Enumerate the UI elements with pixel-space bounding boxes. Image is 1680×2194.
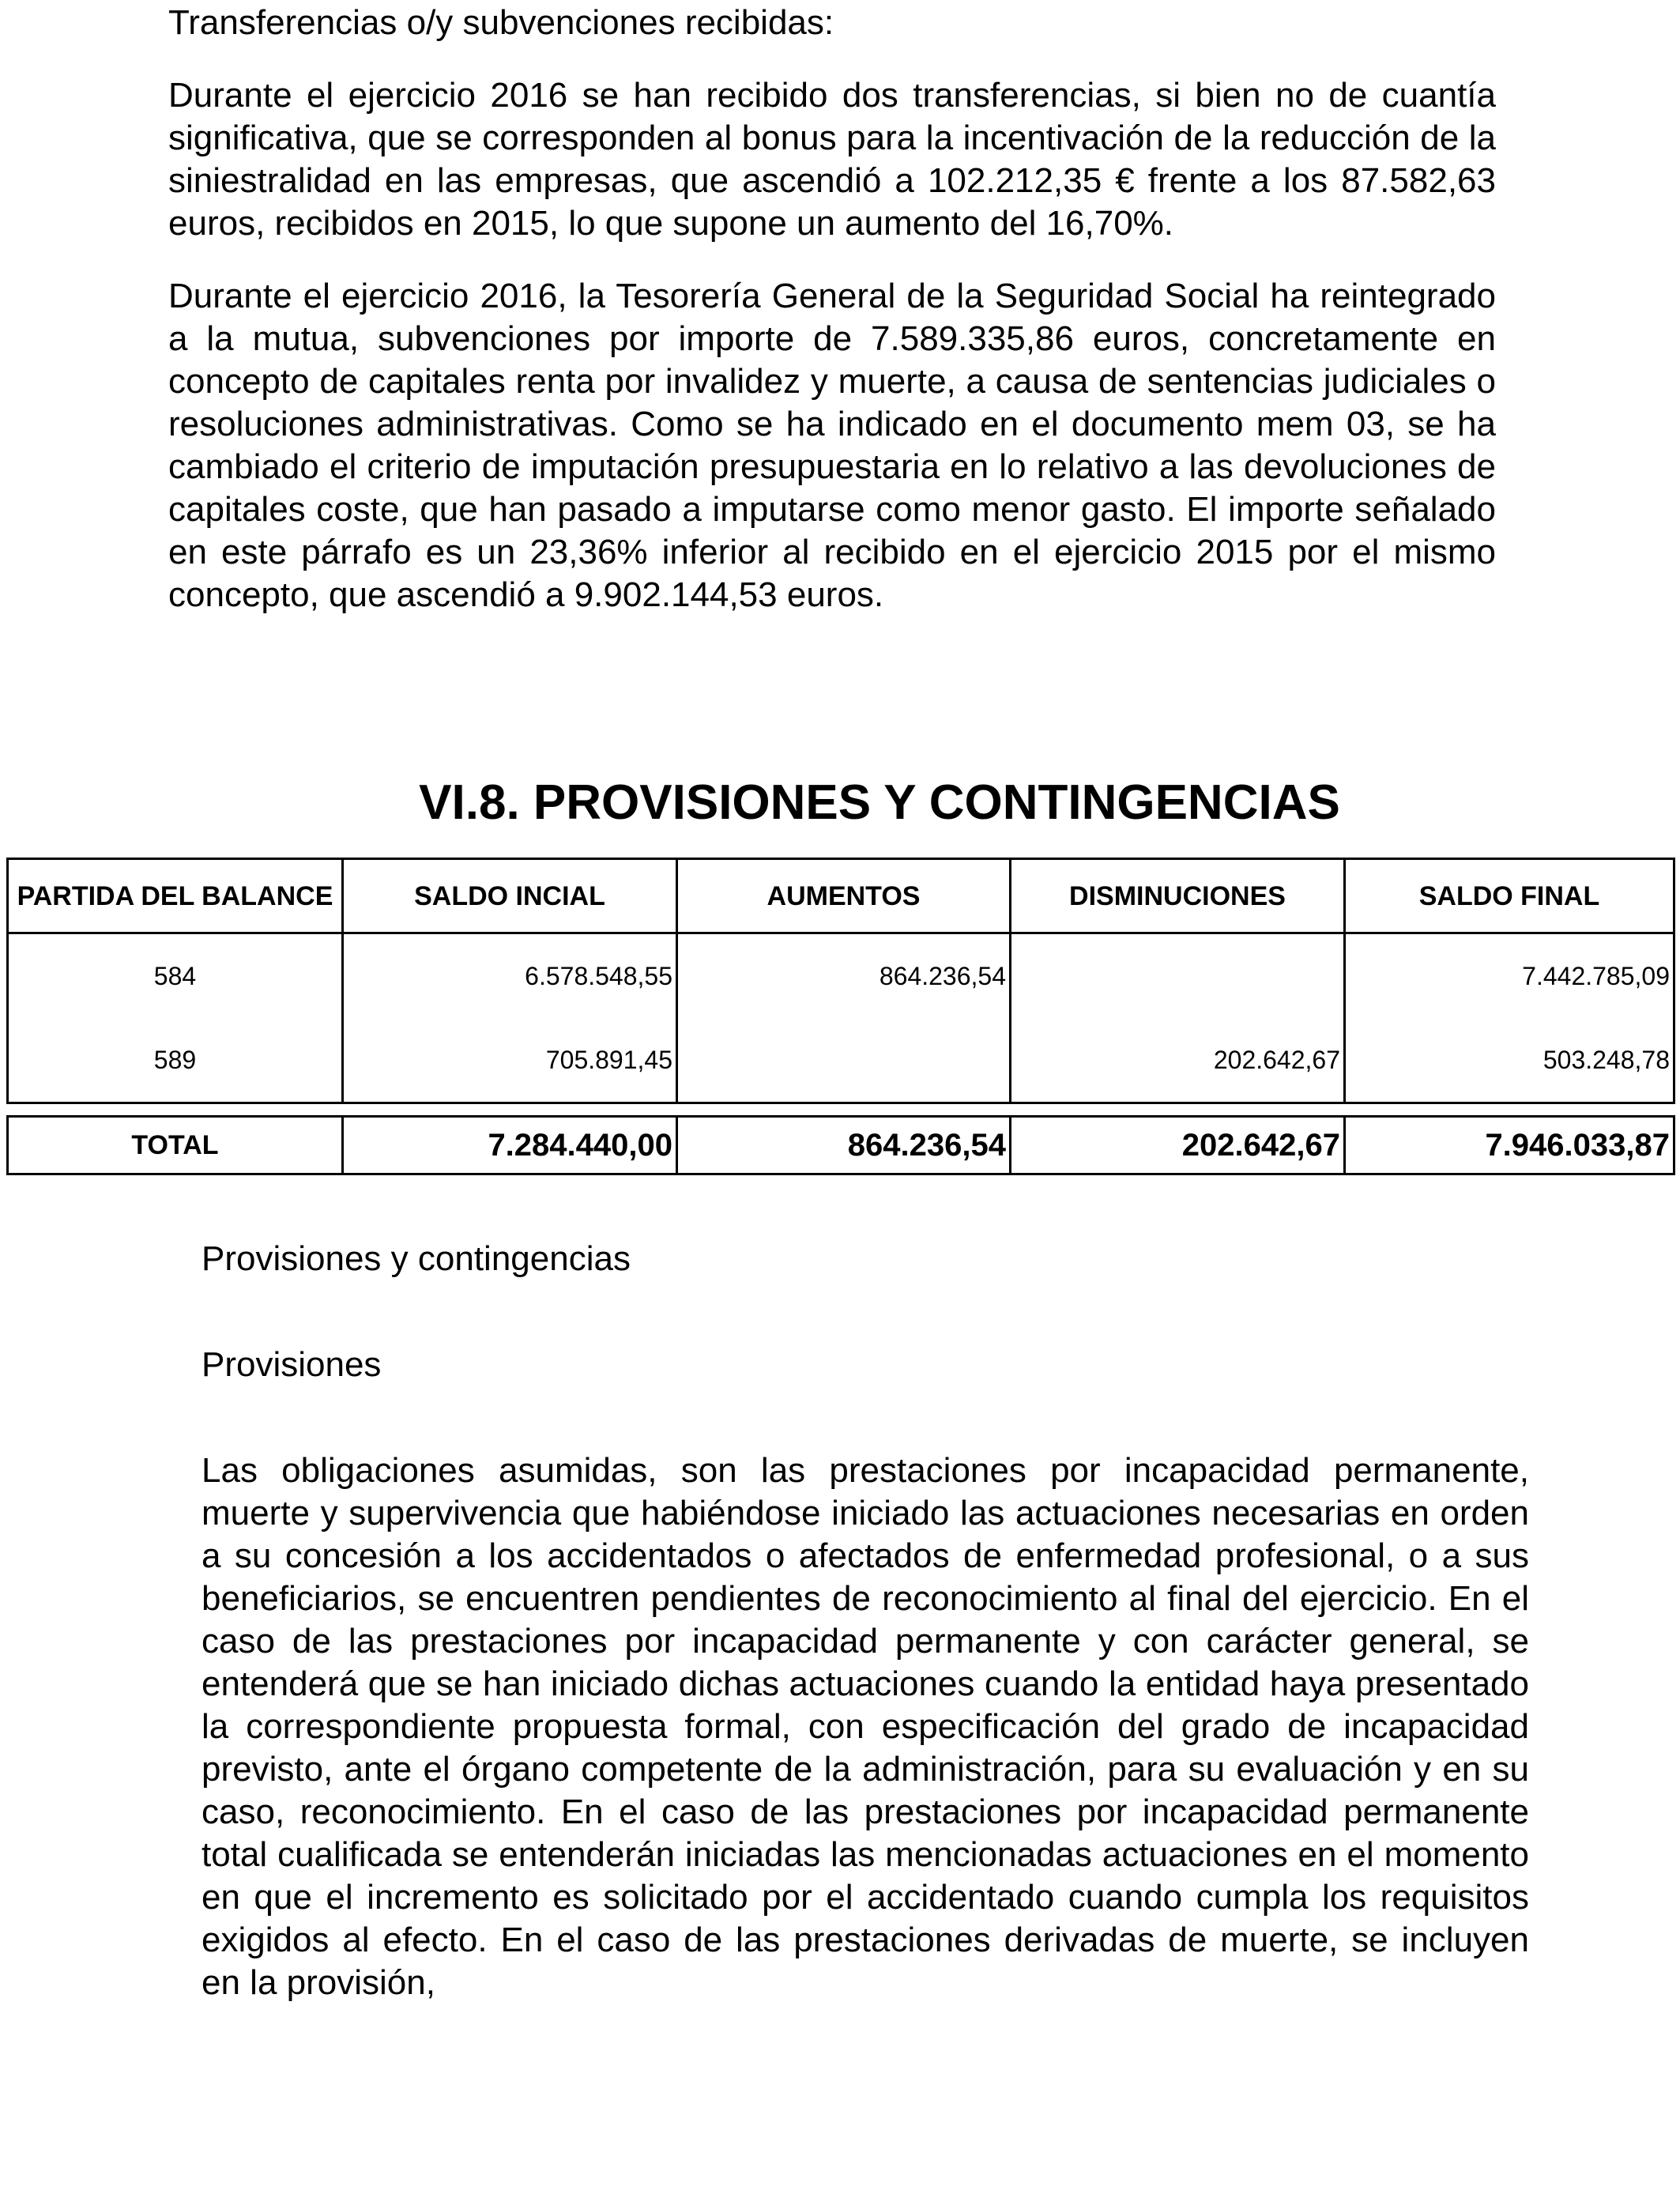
provisions-section bbox=[202, 1238, 1529, 2004]
total-aumentos: 864.236,54 bbox=[677, 1117, 1011, 1174]
cell-partida: 589 bbox=[8, 1018, 343, 1103]
table-row bbox=[8, 1018, 1674, 1103]
transfers-heading: Transferencias o/y subvenciones recibidas: bbox=[168, 3, 834, 42]
totals-table bbox=[6, 1115, 1675, 1175]
transfers-paragraph-1: Durante el ejercicio 2016 se han recibido dos transferencias, si bien no de cuantía significativa, que se corresponden al bonus para la incentivación de la reducción de la siniestralidad en las empresas, que ascendió a 102.212,35 € frente a los 87.582,63 euros, recibidos en 2015, lo que supone un aumento del 16,70%. bbox=[168, 76, 1496, 243]
transfers-paragraph-2: Durante el ejercicio 2016, la Tesorería General de la Seguridad Social ha reintegrado a la mutua, subvenciones por importe de 7.589.335,86 euros, concretamente en concepto de capitales renta por invalidez y muerte, a causa de sentencias judiciales o resoluciones administrativas. Como se ha indicado en el documento mem 03, se ha cambiado el criterio de imputación presupuestaria en lo relativo a las devoluciones de capitales coste, que han pasado a imputarse como menor gasto. El importe señalado en este párrafo es un 23,36% inferior al recibido en el ejercicio 2015 por el mismo concepto, que ascendió a 9.902.144,53 euros. bbox=[168, 277, 1496, 614]
provisions-heading: Provisiones y contingencias bbox=[202, 1239, 631, 1278]
cell-aumentos: 864.236,54 bbox=[677, 933, 1011, 1019]
table-header-row bbox=[8, 859, 1674, 933]
cell-disminuciones: 202.642,67 bbox=[1011, 1018, 1345, 1103]
header-saldo-final: SALDO FINAL bbox=[1345, 859, 1674, 933]
total-saldo-final: 7.946.033,87 bbox=[1345, 1117, 1674, 1174]
provisions-subheading: Provisiones bbox=[202, 1345, 382, 1384]
cell-saldo-final: 7.442.785,09 bbox=[1345, 933, 1674, 1019]
provisions-paragraph: Las obligaciones asumidas, son las prestaciones por incapacidad permanente, muerte y supervivencia que habiéndose iniciado las actuaciones necesarias en orden a su concesión a los accidentados o afectados de enfermedad profesional, o a sus beneficiarios, se encuentren pendientes de reconocimiento al final del ejercicio. En el caso de las prestaciones por incapacidad permanente y con carácter general, se entenderá que se han iniciado dichas actuaciones cuando la entidad haya presentado la correspondiente propuesta formal, con especificación del grado de incapacidad previsto, ante el órgano competente de la administración, para su evaluación y en su caso, reconocimiento. En el caso de las prestaciones por incapacidad permanente total cualificada se entenderán iniciadas las mencionadas actuaciones en el momento en que el incremento es solicitado por el accidentado cuando cumpla los requisitos exigidos al efecto. En el caso de las prestaciones derivadas de muerte, se incluyen en la provisión, bbox=[202, 1451, 1529, 2002]
total-row bbox=[8, 1117, 1674, 1174]
cell-aumentos bbox=[677, 1018, 1011, 1103]
transfers-section bbox=[168, 0, 1496, 616]
header-disminuciones: DISMINUCIONES bbox=[1011, 859, 1345, 933]
total-label: TOTAL bbox=[8, 1117, 343, 1174]
cell-saldo-inicial: 705.891,45 bbox=[343, 1018, 677, 1103]
cell-disminuciones bbox=[1011, 933, 1345, 1019]
table-row bbox=[8, 933, 1674, 1019]
provisions-table bbox=[6, 858, 1675, 1104]
cell-saldo-inicial: 6.578.548,55 bbox=[343, 933, 677, 1019]
cell-partida: 584 bbox=[8, 933, 343, 1019]
section-title: VI.8. PROVISIONES Y CONTINGENCIAS bbox=[419, 775, 1340, 830]
cell-saldo-final: 503.248,78 bbox=[1345, 1018, 1674, 1103]
header-partida: PARTIDA DEL BALANCE bbox=[8, 859, 343, 933]
header-saldo-inicial: SALDO INCIAL bbox=[343, 859, 677, 933]
total-saldo-inicial: 7.284.440,00 bbox=[343, 1117, 677, 1174]
header-aumentos: AUMENTOS bbox=[677, 859, 1011, 933]
total-disminuciones: 202.642,67 bbox=[1011, 1117, 1345, 1174]
